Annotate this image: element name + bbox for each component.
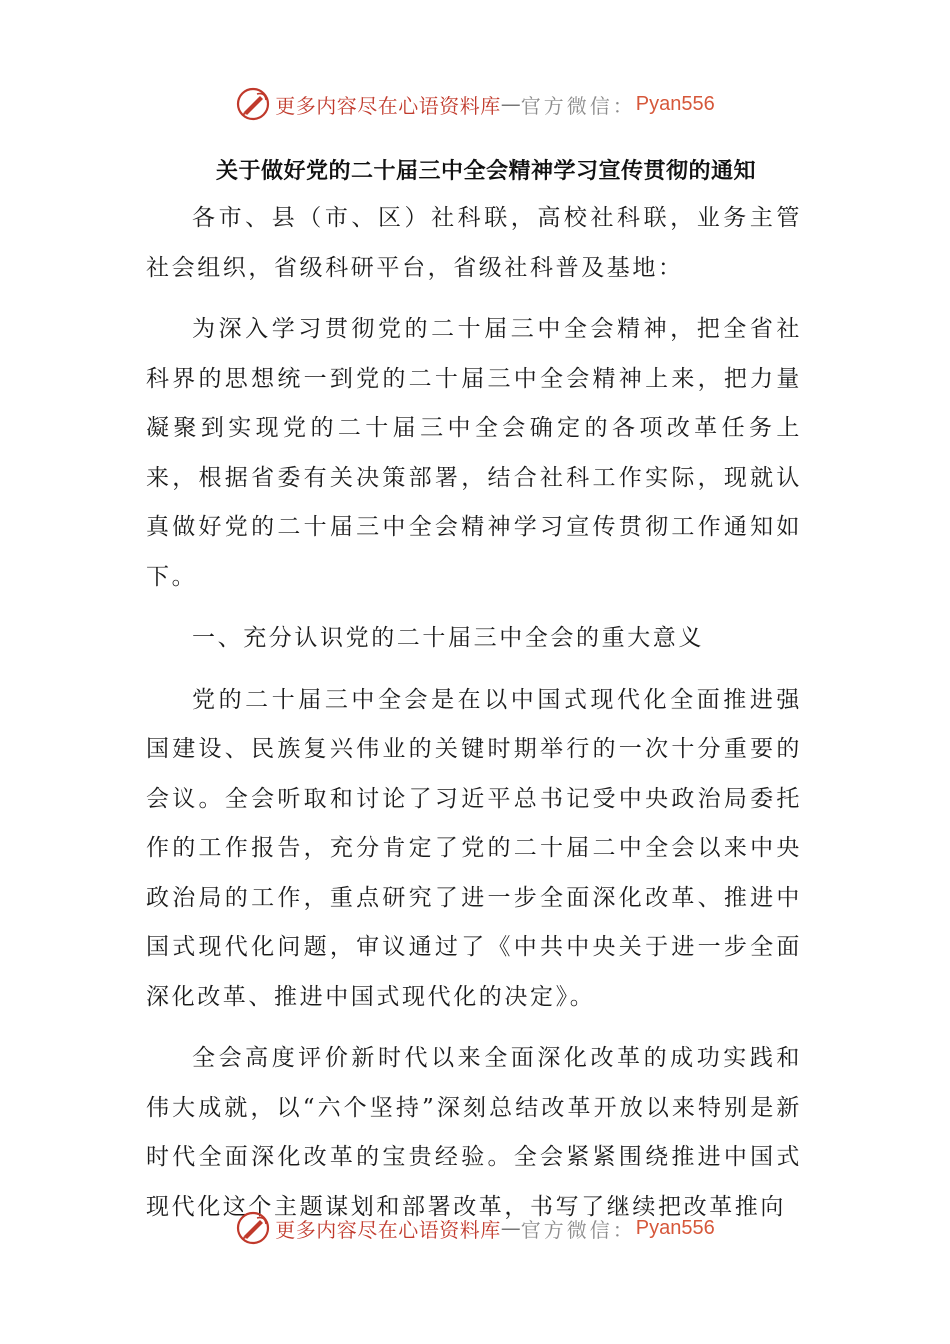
document-body — [146, 150, 802, 1232]
watermark-separator: — — [500, 1216, 521, 1240]
watermark-wechat-id: Pyan556 — [635, 1216, 715, 1239]
watermark-separator: — — [500, 92, 521, 116]
watermark-wechat-id: Pyan556 — [635, 92, 715, 115]
document-title: 关于做好党的二十届三中全会精神学习宣传贯彻的通知 — [215, 159, 756, 184]
pen-logo-icon — [235, 86, 271, 122]
body-paragraph: 全会高度评价新时代以来全面深化改革的成功实践和伟大成就，以“六个坚持”深刻总结改革开放以来特别是新时代全面深化改革的宝贵经验。全会紧紧围绕推进中国式现代化这个主题谋划和部署改革，书写了继续把改革推向 — [146, 1045, 802, 1220]
watermark-wechat-label: 官方微信： — [520, 1217, 636, 1242]
body-paragraph: 党的二十届三中全会是在以中国式现代化全面推进强国建设、民族复兴伟业的关键时期举行的一次十分重要的会议。全会听取和讨论了习近平总书记受中央政治局委托作的工作报告，充分肯定了党的二十届二中全会以来中央政治局的工作，重点研究了进一步全面深化改革、推进中国式现代化问题，审议通过了《中共中央关于进一步全面深化改革、推进中国式现代化的决定》。 — [146, 686, 802, 1010]
watermark-wechat-label: 官方微信： — [520, 93, 636, 118]
intro-paragraph: 为深入学习贯彻党的二十届三中全会精神，把全省社科界的思想统一到党的二十届三中全会精神上来，把力量凝聚到实现党的二十届三中全会确定的各项改革任务上来，根据省委有关决策部署，结合社科工作实际，现就认真做好党的二十届三中全会精神学习宣传贯彻工作通知如下。 — [146, 316, 802, 590]
section-heading: 一、充分认识党的二十届三中全会的重大意义 — [192, 625, 704, 651]
salutation-paragraph: 各市、县（市、区）社科联，高校社科联，业务主管社会组织，省级科研平台，省级社科普及基地： — [146, 205, 802, 281]
watermark-text: 更多内容尽在心语资料库 — [275, 1217, 501, 1242]
watermark-text: 更多内容尽在心语资料库 — [275, 93, 501, 118]
footer-watermark — [0, 1208, 950, 1248]
header-watermark — [0, 84, 950, 124]
pen-logo-icon — [235, 1210, 271, 1246]
